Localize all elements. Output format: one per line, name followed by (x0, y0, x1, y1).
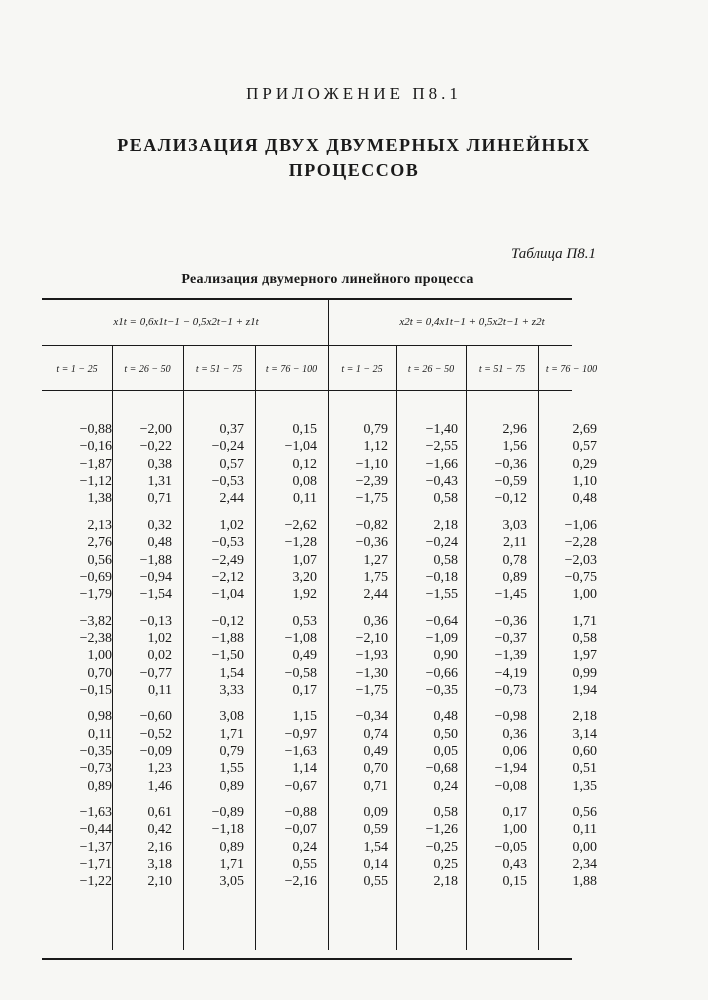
table-cell: −0,09 (139, 744, 172, 759)
table-cell: 0,57 (219, 456, 244, 472)
table-cell: −2,03 (564, 552, 597, 568)
table-cell: 0,11 (573, 822, 597, 838)
table-cell: 2,18 (572, 709, 597, 725)
table-cell: −0,73 (494, 682, 527, 698)
table-cell: −0,08 (494, 778, 527, 794)
table-cell: 0,32 (147, 517, 172, 533)
table-cell: 0,89 (219, 778, 244, 794)
table-cell: −0,58 (284, 665, 317, 681)
formula-x2: x2t = 0,4x1t−1 + 0,5x2t−1 + z2t (399, 316, 545, 328)
table-cell: 0,43 (502, 857, 527, 872)
table-cell: −2,28 (564, 535, 597, 551)
table-cell: 0,06 (502, 744, 527, 759)
page-title-line-1: РЕАЛИЗАЦИЯ ДВУХ ДВУМЕРНЫХ ЛИНЕЙНЫХ (117, 135, 591, 155)
table-cell: −1,79 (79, 587, 112, 603)
table-cell: −1,08 (284, 630, 317, 646)
table-cell: 0,36 (363, 613, 388, 629)
table-cell: −0,69 (79, 569, 112, 585)
table-cell: 3,18 (147, 857, 172, 872)
table-cell: −0,36 (494, 456, 527, 472)
formula-x1: x1t = 0,6x1t−1 − 0,5x2t−1 + z1t (113, 316, 259, 328)
table-cell: −0,37 (494, 630, 527, 646)
table-cell: −1,26 (425, 822, 458, 838)
table-cell: −0,24 (425, 535, 458, 551)
table-cell: 1,31 (147, 474, 172, 490)
table-cell: 0,56 (572, 805, 597, 820)
table-cell: −3,82 (79, 613, 112, 629)
table-cell: −0,94 (139, 569, 172, 585)
table-cell: 1,88 (572, 874, 597, 890)
table-cell: 1,10 (572, 474, 597, 490)
column-header: t = 1 − 25 (341, 364, 383, 375)
column-header: t = 51 − 75 (195, 364, 243, 375)
table-cell: −1,04 (284, 439, 317, 455)
table-cell: 1,02 (147, 630, 172, 646)
table-cell: 0,51 (572, 761, 597, 777)
table-cell: 0,90 (433, 648, 458, 664)
table-cell: −0,05 (494, 839, 527, 855)
table-cell: 0,15 (502, 874, 527, 890)
table-cell: −0,35 (79, 744, 112, 759)
table-cell: 2,13 (87, 517, 112, 533)
table-cell: −0,15 (79, 682, 112, 698)
table-cell: 0,11 (293, 491, 317, 507)
table-cell: −1,50 (211, 648, 244, 664)
table-cell: −0,73 (79, 761, 112, 777)
table-cell: −1,12 (79, 474, 112, 490)
table-cell: 0,11 (148, 682, 172, 698)
table-cell: −2,49 (211, 552, 244, 568)
table-cell: 0,38 (147, 456, 172, 472)
table-cell: 1,07 (292, 552, 317, 568)
table-cell: −1,88 (139, 552, 172, 568)
table-cell: −2,00 (139, 422, 172, 437)
table-cell: −0,52 (139, 726, 172, 742)
table-cell: 3,33 (219, 682, 244, 698)
table-cell: −0,88 (79, 422, 112, 437)
column-divider-line (255, 346, 256, 950)
table-cell: 0,25 (433, 857, 458, 872)
table-cell: 0,71 (363, 778, 388, 794)
table-cell: 1,56 (502, 439, 527, 455)
table-cell: 0,89 (87, 778, 112, 794)
appendix-heading: ПРИЛОЖЕНИЕ П8.1 (246, 84, 462, 103)
table-cell: 0,58 (572, 630, 597, 646)
table-cell: 1,35 (572, 778, 597, 794)
table-cell: 1,15 (292, 709, 317, 725)
table-cell: 0,42 (147, 822, 172, 838)
table-cell: −0,67 (284, 778, 317, 794)
table-cell: 0,53 (292, 613, 317, 629)
table-cell: 1,46 (147, 778, 172, 794)
page-title-line-2: ПРОЦЕССОВ (288, 160, 420, 180)
table-cell: −1,22 (79, 874, 112, 890)
table-cell: −0,36 (494, 613, 527, 629)
table-cell: 0,50 (433, 726, 458, 742)
column-divider-line (396, 346, 397, 950)
table-cell: −0,77 (139, 665, 172, 681)
table-cell: −0,25 (425, 839, 458, 855)
table-cell: 0,48 (433, 709, 458, 725)
table-cell: −1,94 (494, 761, 527, 777)
table-cell: 0,55 (363, 874, 388, 890)
table-cell: 2,16 (147, 839, 172, 855)
table-cell: 1,92 (292, 587, 317, 603)
table-cell: 0,70 (87, 665, 112, 681)
table-cell: −2,12 (211, 569, 244, 585)
table-cell: 1,71 (572, 613, 597, 629)
table-cell: −1,10 (355, 456, 388, 472)
column-header-rule (42, 390, 572, 391)
table-cell: −0,98 (494, 709, 527, 725)
column-header: t = 1 − 25 (56, 364, 98, 375)
header-divider-rule (42, 345, 572, 346)
table-cell: 0,56 (87, 552, 112, 568)
table-cell: 0,05 (433, 744, 458, 759)
table-cell: 1,94 (572, 682, 597, 698)
table-cell: 1,00 (502, 822, 527, 838)
table-cell: −1,88 (211, 630, 244, 646)
table-number-label: Таблица П8.1 (510, 246, 596, 262)
table-cell: −0,68 (425, 761, 458, 777)
table-cell: 2,44 (219, 491, 244, 507)
table-cell: 0,89 (502, 569, 527, 585)
table-cell: −0,53 (211, 535, 244, 551)
table-cell: 0,12 (292, 456, 317, 472)
table-cell: 3,05 (219, 874, 244, 890)
table-cell: 2,44 (363, 587, 388, 603)
table-cell: 1,54 (363, 839, 388, 855)
table-cell: −0,12 (211, 613, 244, 629)
table-cell: 0,78 (502, 552, 527, 568)
table-cell: 0,14 (363, 857, 388, 872)
table-cell: 0,49 (363, 744, 388, 759)
table-cell: 2,96 (502, 422, 527, 437)
table-cell: 1,71 (219, 857, 244, 872)
table-cell: −0,60 (139, 709, 172, 725)
table-cell: −0,89 (211, 805, 244, 820)
column-header: t = 76 − 100 (545, 364, 598, 375)
table-cell: 0,29 (572, 456, 597, 472)
table-cell: 1,27 (363, 552, 388, 568)
table-cell: 0,17 (502, 805, 527, 820)
table-cell: 0,15 (292, 422, 317, 437)
column-header: t = 51 − 75 (478, 364, 526, 375)
column-header: t = 26 − 50 (407, 364, 455, 375)
table-cell: −0,59 (494, 474, 527, 490)
table-cell: −0,07 (284, 822, 317, 838)
table-cell: −1,40 (425, 422, 458, 437)
table-cell: −2,62 (284, 517, 317, 533)
table-cell: 0,58 (433, 552, 458, 568)
table-cell: −1,55 (425, 587, 458, 603)
page-title (0, 133, 708, 183)
table-cell: 0,98 (87, 709, 112, 725)
table-cell: 0,79 (219, 744, 244, 759)
table-cell: 0,08 (292, 474, 317, 490)
table-cell: −0,18 (425, 569, 458, 585)
table-cell: 1,97 (572, 648, 597, 664)
table-cell: 0,79 (363, 422, 388, 437)
table-cell: −0,97 (284, 726, 317, 742)
table-cell: 0,60 (572, 744, 597, 759)
table-cell: 3,14 (572, 726, 597, 742)
table-cell: 0,70 (363, 761, 388, 777)
table-cell: 0,55 (292, 857, 317, 872)
table-cell: −0,34 (355, 709, 388, 725)
table-cell: 0,24 (292, 839, 317, 855)
table-cell: −1,63 (79, 805, 112, 820)
table-cell: −1,93 (355, 648, 388, 664)
table-cell: 0,57 (572, 439, 597, 455)
table-cell: −0,35 (425, 682, 458, 698)
table-cell: 0,59 (363, 822, 388, 838)
table-cell: 2,18 (433, 517, 458, 533)
table-cell: −1,28 (284, 535, 317, 551)
table-cell: −4,19 (494, 665, 527, 681)
table-cell: 1,02 (219, 517, 244, 533)
table-cell: 0,74 (363, 726, 388, 742)
table-cell: −0,36 (355, 535, 388, 551)
table-cell: 0,58 (433, 805, 458, 820)
table-cell: −1,39 (494, 648, 527, 664)
table-cell: −0,66 (425, 665, 458, 681)
table-cell: 1,54 (219, 665, 244, 681)
table-top-rule (42, 298, 572, 300)
table-cell: 3,03 (502, 517, 527, 533)
table-cell: 3,08 (219, 709, 244, 725)
table-cell: 0,11 (88, 726, 112, 742)
table-cell: −1,87 (79, 456, 112, 472)
table-cell: −2,16 (284, 874, 317, 890)
table-cell: −0,82 (355, 517, 388, 533)
table-cell: 0,48 (572, 491, 597, 507)
table-cell: −2,38 (79, 630, 112, 646)
table-cell: −0,53 (211, 474, 244, 490)
table-cell: −1,54 (139, 587, 172, 603)
table-cell: −1,37 (79, 839, 112, 855)
table-cell: −1,66 (425, 456, 458, 472)
table-cell: −0,12 (494, 491, 527, 507)
table-cell: −0,13 (139, 613, 172, 629)
table-cell: −1,06 (564, 517, 597, 533)
table-cell: 2,34 (572, 857, 597, 872)
table-cell: 2,76 (87, 535, 112, 551)
table-cell: 2,11 (503, 535, 527, 551)
table-cell: −1,09 (425, 630, 458, 646)
table-cell: 0,58 (433, 491, 458, 507)
table-cell: −1,18 (211, 822, 244, 838)
table-cell: −2,55 (425, 439, 458, 455)
table-cell: −1,75 (355, 491, 388, 507)
table-cell: 1,23 (147, 761, 172, 777)
table-cell: −2,10 (355, 630, 388, 646)
table-cell: 0,36 (502, 726, 527, 742)
table-cell: −0,43 (425, 474, 458, 490)
table-cell: −0,75 (564, 569, 597, 585)
table-cell: −0,88 (284, 805, 317, 820)
table-bottom-rule (42, 958, 572, 960)
table-cell: 1,12 (363, 439, 388, 455)
table-cell: −0,44 (79, 822, 112, 838)
table-cell: 3,20 (292, 569, 317, 585)
column-header: t = 76 − 100 (265, 364, 318, 375)
table-cell: 2,10 (147, 874, 172, 890)
table-cell: 0,37 (219, 422, 244, 437)
table-cell: 0,99 (572, 665, 597, 681)
table-cell: 1,55 (219, 761, 244, 777)
table-cell: −0,16 (79, 439, 112, 455)
table-cell: −1,63 (284, 744, 317, 759)
table-cell: 0,02 (147, 648, 172, 664)
table-cell: 0,09 (363, 805, 388, 820)
table-cell: 0,00 (572, 839, 597, 855)
table-cell: −1,30 (355, 665, 388, 681)
column-header: t = 26 − 50 (124, 364, 171, 375)
table-cell: −1,04 (211, 587, 244, 603)
table-cell: −0,24 (211, 439, 244, 455)
table-caption: Реализация двумерного линейного процесса (181, 272, 474, 287)
table-cell: 0,49 (292, 648, 317, 664)
table-cell: 0,24 (433, 778, 458, 794)
table-cell: −1,75 (355, 682, 388, 698)
table-cell: 1,00 (572, 587, 597, 603)
table-cell: 1,75 (363, 569, 388, 585)
table-cell: 0,48 (147, 535, 172, 551)
table-cell: 1,14 (292, 761, 317, 777)
table-cell: −0,22 (139, 439, 172, 455)
table-cell: −0,64 (425, 613, 458, 629)
table-cell: 0,89 (219, 839, 244, 855)
table-cell: −2,39 (355, 474, 388, 490)
table-cell: 0,17 (292, 682, 317, 698)
table-cell: 0,71 (147, 491, 172, 507)
table-cell: 1,38 (87, 491, 112, 507)
table-cell: 0,61 (147, 805, 172, 820)
table-cell: −1,45 (494, 587, 527, 603)
table-cell: 1,00 (87, 648, 112, 664)
table-cell: 2,18 (433, 874, 458, 890)
table-cell: 1,71 (219, 726, 244, 742)
table-cell: 2,69 (572, 422, 597, 437)
table-cell: −1,71 (79, 857, 112, 872)
